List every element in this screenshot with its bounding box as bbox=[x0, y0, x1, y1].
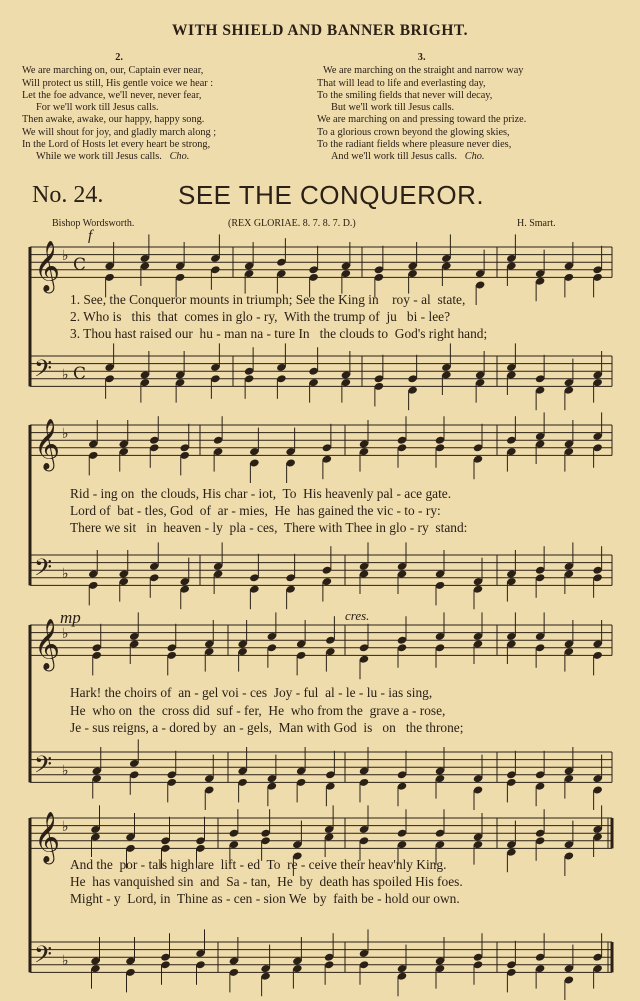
lyric-text: He has vanquished sin and Sa - tan, He by death has spoiled His foes. bbox=[70, 874, 463, 889]
stanza-line: While we work till Jesus calls. bbox=[36, 151, 162, 163]
lyric-text: 1. See, the Conqueror mounts in triumph; See the King in roy - al state, bbox=[70, 292, 466, 307]
author-credit: Bishop Wordsworth. bbox=[52, 218, 135, 229]
stanza-line: Will protect us still, His gentle voice we hear : bbox=[22, 77, 214, 89]
stanza-line: To a glorious crown beyond the glowing skies, bbox=[317, 126, 510, 138]
bass-clef: 𝄢 bbox=[34, 553, 53, 587]
time-signature: C bbox=[73, 254, 87, 275]
stanza-line: In the Lord of Hosts let every heart be strong, bbox=[22, 139, 211, 151]
treble-clef: 𝄞 bbox=[34, 240, 61, 292]
stanza-line: For we'll work till Jesus calls. bbox=[36, 102, 159, 114]
key-signature-flat: ♭ bbox=[62, 625, 69, 642]
lyric-line bbox=[70, 309, 610, 325]
lyric-line bbox=[70, 326, 610, 342]
stanza-line: That will lead to life and everlasting day, bbox=[317, 77, 486, 89]
lyric-text: Rid - ing on the clouds, His char - iot, To His heavenly pal - ace gate. bbox=[70, 486, 452, 501]
chorus-mark: Cho. bbox=[169, 151, 190, 163]
bass-clef: 𝄢 bbox=[34, 750, 53, 784]
stanza-number: 3. bbox=[417, 52, 426, 63]
lyric-line bbox=[70, 503, 610, 519]
lyric-line bbox=[70, 292, 610, 308]
stanza-line: And we'll work till Jesus calls. bbox=[331, 151, 457, 163]
lyric-line bbox=[70, 720, 610, 736]
key-signature-flat: ♭ bbox=[62, 818, 69, 835]
hymn-number: No. 24. bbox=[32, 182, 104, 208]
key-signature-flat: ♭ bbox=[62, 366, 69, 383]
key-signature-flat: ♭ bbox=[62, 247, 69, 264]
lyric-text: Hark! the choirs of an - gel voi - ces Joy - ful al - le - lu - ias sing, bbox=[70, 685, 433, 700]
treble-clef: 𝄞 bbox=[34, 811, 61, 863]
lyric-text: 3. Thou hast raised our hu - man na - ture In the clouds to God's right hand; bbox=[70, 326, 488, 341]
stanza-line: We are marching on, our, Captain ever near, bbox=[22, 65, 204, 77]
bass-clef: 𝄢 bbox=[34, 354, 53, 388]
lyric-text: Might - y Lord, in Thine as - cen - sion We by faith be - hold our own. bbox=[70, 891, 460, 906]
stanza-line: To the smiling fields that never will decay, bbox=[317, 89, 493, 101]
bass-clef: 𝄢 bbox=[34, 940, 53, 974]
tune-name: (REX GLORIAE. 8. 7. 8. 7. D.) bbox=[228, 218, 356, 229]
stanza-line: To the radiant fields where pleasure never dies, bbox=[317, 139, 512, 151]
stanza-line: We are marching on and pressing toward the prize. bbox=[317, 114, 527, 126]
stanza-line: We will shout for joy, and gladly march along ; bbox=[22, 126, 217, 138]
composer-credit: H. Smart. bbox=[517, 218, 556, 229]
stanza-line: But we'll work till Jesus calls. bbox=[331, 102, 455, 114]
key-signature-flat: ♭ bbox=[62, 762, 69, 779]
key-signature-flat: ♭ bbox=[62, 425, 69, 442]
lyric-line bbox=[70, 874, 610, 890]
page-header: WITH SHIELD AND BANNER BRIGHT. bbox=[172, 22, 468, 39]
dynamic-forte: f bbox=[88, 228, 93, 244]
lyric-line bbox=[70, 520, 610, 536]
treble-clef: 𝄞 bbox=[34, 418, 61, 470]
lyric-text: And the por - tals high are lift - ed To re - ceive their heav'nly King. bbox=[70, 857, 447, 872]
lyric-line bbox=[70, 857, 610, 873]
lyric-text: There we sit in heaven - ly pla - ces, There with Thee in glo - ry stand: bbox=[70, 520, 468, 535]
stanza-line: Let the foe advance, we'll never, never fear, bbox=[22, 89, 202, 101]
key-signature-flat: ♭ bbox=[62, 565, 69, 582]
treble-clef: 𝄞 bbox=[34, 618, 61, 670]
stanza-number: 2. bbox=[115, 52, 123, 63]
lyric-text: Je - sus reigns, a - dored by an - gels, Man with God is on the throne; bbox=[70, 720, 464, 735]
dynamic-mp: mp bbox=[60, 608, 81, 627]
hymn-title: SEE THE CONQUEROR. bbox=[178, 180, 485, 210]
lyric-text: He who on the cross did suf - fer, He who from the grave a - rose, bbox=[70, 703, 446, 718]
lyric-line bbox=[70, 685, 610, 701]
stanza-line: Then awake, awake, our happy, happy song. bbox=[22, 114, 205, 126]
chorus-mark: Cho. bbox=[464, 151, 485, 163]
lyric-line bbox=[70, 486, 610, 502]
time-signature: C bbox=[73, 363, 87, 384]
dynamic-cres: cres. bbox=[345, 608, 370, 623]
key-signature-flat: ♭ bbox=[62, 952, 69, 969]
lyric-text: 2. Who is this that comes in glo - ry, With the trump of ju bi - lee? bbox=[70, 309, 451, 324]
lyric-line bbox=[70, 703, 610, 719]
lyric-text: Lord of bat - tles, God of ar - mies, He has gained the vic - to - ry: bbox=[70, 503, 441, 518]
lyric-line bbox=[70, 891, 610, 907]
stanza-line: We are marching on the straight and narrow way bbox=[323, 65, 524, 77]
